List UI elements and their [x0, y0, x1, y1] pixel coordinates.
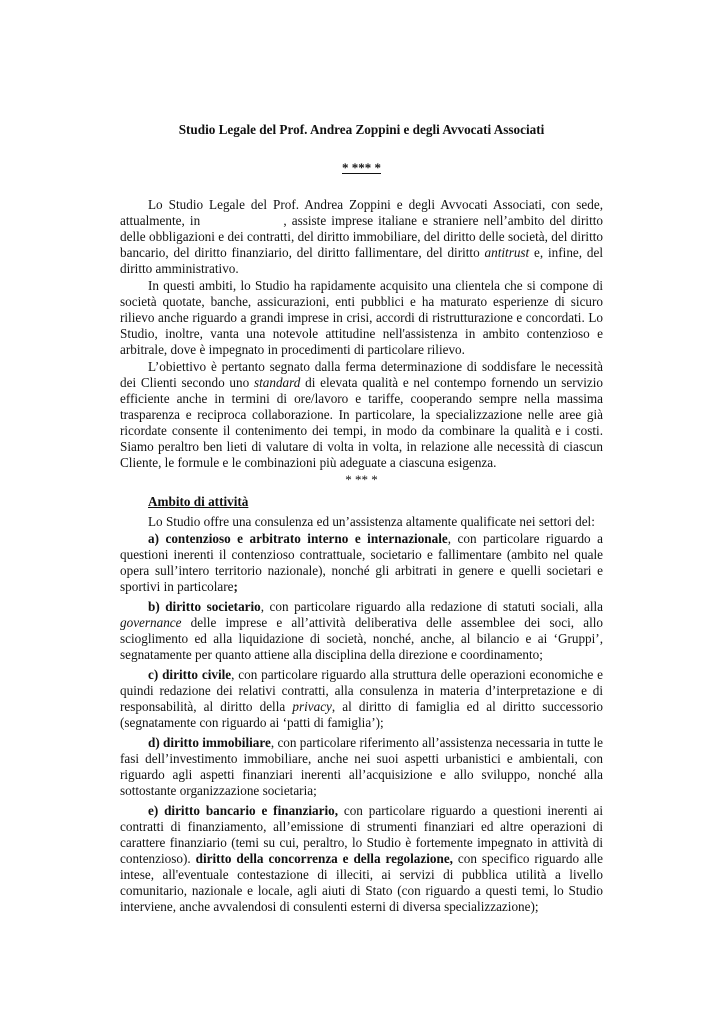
item-e: e) diritto bancario e finanziario, con particolare riguardo a questioni inerenti ai contratti di finanziamento, all’emissione di strumenti finanziari ed altre operazioni di carattere finanziario (temi su cui, peraltro, lo Studio è fortemente impegnato in attività di contenzioso). diritto della concorrenza e della regolazione, con specifico riguardo alle intese, all'eventuale contestazione di illeciti, ai servizi di pubblica utilità a livello comunitario, nazionale e locale, agli aiuti di Stato (con riguardo a questi temi, lo Studio interviene, anche avvalendosi di consulenti esterni di diversa specializzazione); — [120, 803, 603, 914]
document-body — [120, 197, 603, 919]
intro-paragraph-1: Lo Studio Legale del Prof. Andrea Zoppini e degli Avvocati Associati, con sede, attualmente, in , assiste imprese italiane e straniere nell’ambito del diritto delle obbligazioni e dei contratti, del diritto immobiliare, del diritto delle società, del diritto bancario, del diritto finanziario, del diritto fallimentare, del diritto antitrust e, infine, del diritto amministrativo. — [120, 197, 604, 276]
section-separator: * ** * — [345, 472, 378, 487]
document-title: Studio Legale del Prof. Andrea Zoppini e degli Avvocati Associati — [178, 122, 545, 137]
intro-paragraph-2: In questi ambiti, lo Studio ha rapidamente acquisito una clientela che si compone di società quotate, banche, assicurazioni, enti pubblici e ha maturato esperienze di sicuro rilievo anche riguardo a grandi imprese in crisi, accordi di ristrutturazione e concordati. Lo Studio, inoltre, vanta una notevole attitudine nell'assistenza in ambito contenzioso e arbitrale, dove è impegnato in procedimenti di particolare rilievo. — [120, 278, 603, 357]
title-separator: * *** * — [342, 160, 381, 175]
item-d: d) diritto immobiliare, con particolare riferimento all’assistenza necessaria in tutte le fasi dell’investimento immobiliare, anche nei suoi aspetti urbanistici e ambientali, con riguardo agli aspetti finanziari inerenti all’acquisizione e allo sviluppo, nonché alla sottostante organizzazione societaria; — [120, 735, 603, 798]
intro-paragraph-3: L’obiettivo è pertanto segnato dalla ferma determinazione di soddisfare le necessità dei Clienti secondo uno standard di elevata qualità e nel contempo fornendo un servizio efficiente anche in termini di ore/lavoro e tariffe, cooperando sempre nella massima trasparenza e reciproca collaborazione. In particolare, la specializzazione nelle aree già ricordate consente il contenimento dei tempi, in modo da combinare la qualità e i costi. Siamo peraltro ben lieti di valutare di volta in volta, in relazione alle necessità di ciascun Cliente, le formule e le combinazioni più adeguate a ciascuna esigenza. — [120, 359, 604, 470]
section-heading: Ambito di attività — [148, 494, 249, 509]
item-c: c) diritto civile, con particolare riguardo alla struttura delle operazioni economiche e quindi redazione dei relativi contratti, alla consulenza in materia d’interpretazione e di responsabilità, al diritto della privacy, al diritto di famiglia ed al diritto successorio (segnatamente con riguardo ai ‘patti di famiglia’); — [120, 667, 604, 730]
section-lead: Lo Studio offre una consulenza ed un’assistenza altamente qualificate nei settori del: — [148, 514, 595, 529]
item-b: b) diritto societario, con particolare riguardo alla redazione di statuti sociali, alla governance delle imprese e all’attività deliberativa delle assemblee dei soci, allo scioglimento ed alla liquidazione di società, nonché, anche, al bilancio e ai ‘Gruppi’, segnatamente per quanto attiene alla disciplina della direzione e coordinamento; — [120, 599, 604, 662]
item-a: a) contenzioso e arbitrato interno e internazionale, con particolare riguardo a questioni inerenti il contenzioso contrattuale, societario e fallimentare (ambito nel quale opera sull’intero territorio nazionale), nonché gli arbitrati in genere e quelli societari e sportivi in particolare; — [120, 531, 604, 594]
